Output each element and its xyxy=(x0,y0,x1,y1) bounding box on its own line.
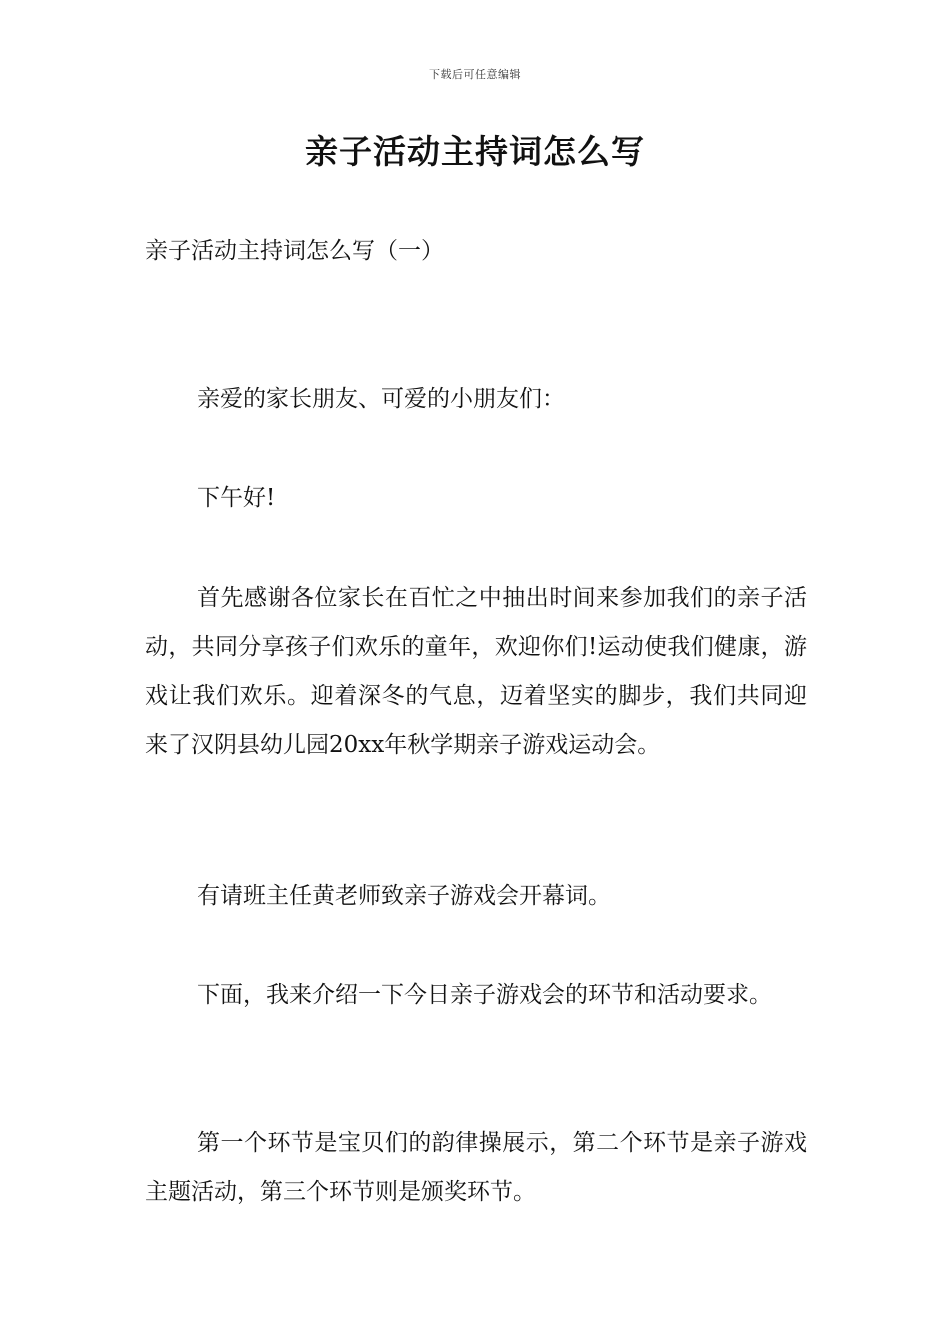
header-note: 下载后可任意编辑 xyxy=(429,68,521,81)
document-title: 亲子活动主持词怎么写 xyxy=(305,132,645,171)
paragraph-greeting: 亲爱的家长朋友、可爱的小朋友们： xyxy=(197,386,565,412)
section-heading: 亲子活动主持词怎么写（一） xyxy=(145,238,444,264)
paragraph-program-segments: 第一个环节是宝贝们的韵律操展示，第二个环节是亲子游戏主题活动，第三个环节则是颁奖环节。 xyxy=(145,1130,807,1205)
paragraph-good-afternoon: 下午好! xyxy=(197,485,276,511)
paragraph-welcome: 首先感谢各位家长在百忙之中抽出时间来参加我们的亲子活动，共同分享孩子们欢乐的童年，欢迎你们!运动使我们健康，游戏让我们欢乐。迎着深冬的气息，迈着坚实的脚步，我们共同迎来了汉阴县幼儿园20xx年秋学期亲子游戏运动会。 xyxy=(145,585,807,758)
paragraph-introduction: 下面，我来介绍一下今日亲子游戏会的环节和活动要求。 xyxy=(197,982,772,1008)
paragraph-opening-speech: 有请班主任黄老师致亲子游戏会开幕词。 xyxy=(197,883,611,909)
